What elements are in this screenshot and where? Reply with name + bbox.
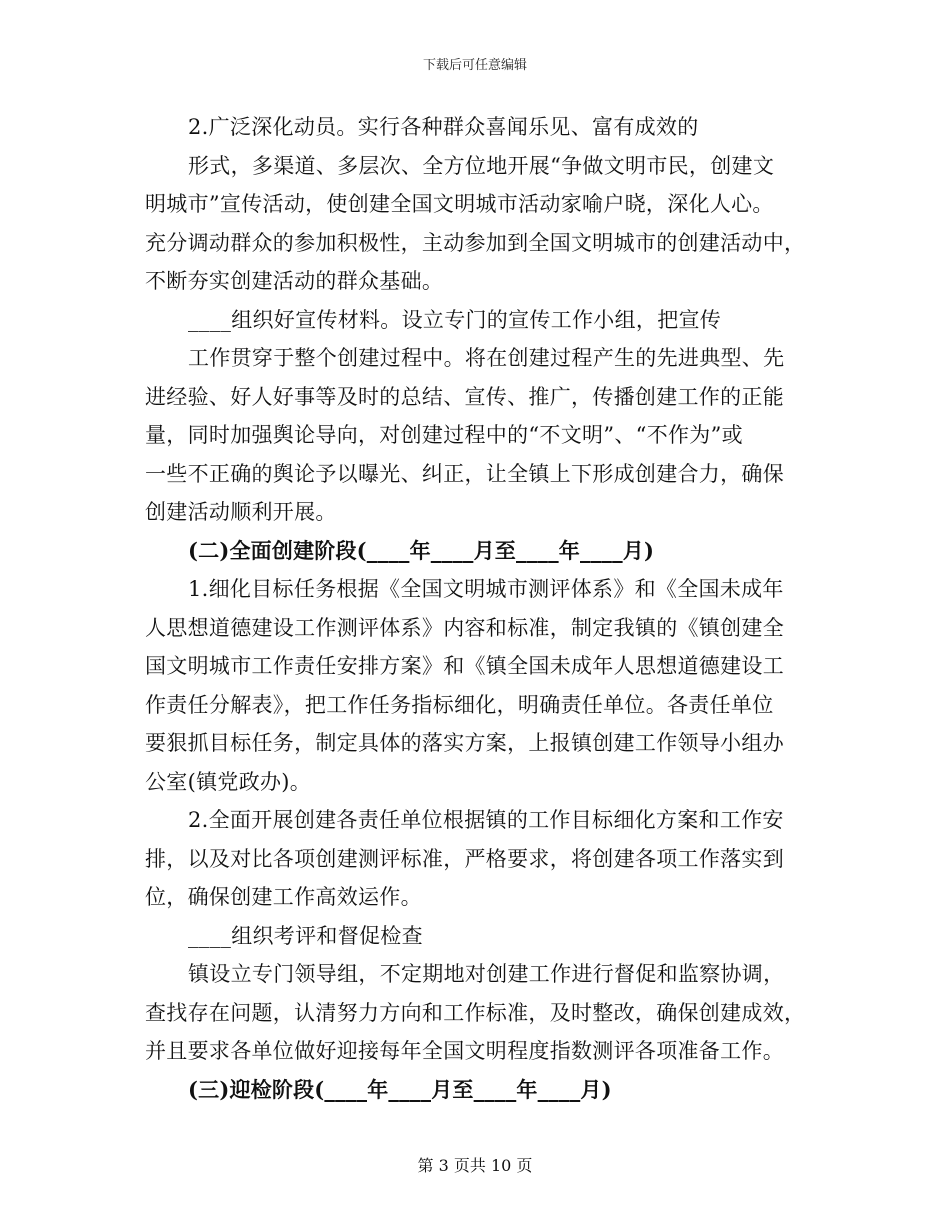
paragraph-line: 作责任分解表》，把工作任务指标细化，明确责任单位。各责任单位 xyxy=(145,692,774,717)
paragraph-line: 2.全面开展创建各责任单位根据镇的工作目标细化方案和工作安 xyxy=(188,808,784,832)
paragraph-line: 形式，多渠道、多层次、全方位地开展“争做文明市民，创建文 xyxy=(188,153,775,178)
page-footer: 第 3 页共 10 页 xyxy=(417,1156,533,1175)
page-header: 下载后可任意编辑 xyxy=(422,58,527,73)
paragraph-line: ____组织考评和督促检查 xyxy=(188,923,423,948)
paragraph-line: 进经验、好人好事等及时的总结、宣传、推广，传播创建工作的正能 xyxy=(145,384,784,409)
paragraph-line: 位，确保创建工作高效运作。 xyxy=(145,885,422,909)
section-heading: (三)迎检阶段(____年____月至____年____月) xyxy=(188,1076,612,1102)
paragraph-line: 并且要求各单位做好迎接每年全国文明程度指数测评各项准备工作。 xyxy=(145,1039,784,1063)
paragraph-line: 2.广泛深化动员。实行各种群众喜闻乐见、富有成效的 xyxy=(188,115,699,139)
paragraph-line: 工作贯穿于整个创建过程中。将在创建过程产生的先进典型、先 xyxy=(188,346,785,370)
paragraph-line: 要狠抓目标任务，制定具体的落实方案，上报镇创建工作领导小组办 xyxy=(145,731,784,755)
paragraph-line: 量，同时加强舆论导向，对创建过程中的“不文明”、“不作为”或 xyxy=(145,423,743,447)
paragraph-line: 创建活动顺利开展。 xyxy=(145,500,337,524)
paragraph-line: 查找存在问题，认清努力方向和工作标准，及时整改，确保创建成效， xyxy=(145,1000,806,1025)
paragraph-line: 一些不正确的舆论予以曝光、纠正，让全镇上下形成创建合力，确保 xyxy=(145,461,784,486)
paragraph-line: 镇设立专门领导组，不定期地对创建工作进行督促和监察协调， xyxy=(188,962,785,986)
document-body xyxy=(145,108,805,1109)
paragraph-line: 充分调动群众的参加积极性，主动参加到全国文明城市的创建活动中， xyxy=(145,230,806,255)
paragraph-line: 明城市”宣传活动，使创建全国文明城市活动家喻户晓，深化人心。 xyxy=(145,192,774,216)
paragraph-line: ____组织好宣传材料。设立专门的宣传工作小组，把宣传 xyxy=(188,307,722,332)
paragraph-line: 排，以及对比各项创建测评标准，严格要求，将创建各项工作落实到 xyxy=(145,846,784,871)
paragraph-line: 不断夯实创建活动的群众基础。 xyxy=(145,269,444,293)
paragraph-line: 公室(镇党政办)。 xyxy=(145,769,312,794)
paragraph-line: 国文明城市工作责任安排方案》和《镇全国未成年人思想道德建设工 xyxy=(145,654,784,678)
section-heading: (二)全面创建阶段(____年____月至____年____月) xyxy=(188,537,655,563)
paragraph-line: 人思想道德建设工作测评体系》内容和标准，制定我镇的《镇创建全 xyxy=(145,615,784,640)
paragraph-line: 1.细化目标任务根据《全国文明城市测评体系》和《全国未成年 xyxy=(188,577,784,601)
